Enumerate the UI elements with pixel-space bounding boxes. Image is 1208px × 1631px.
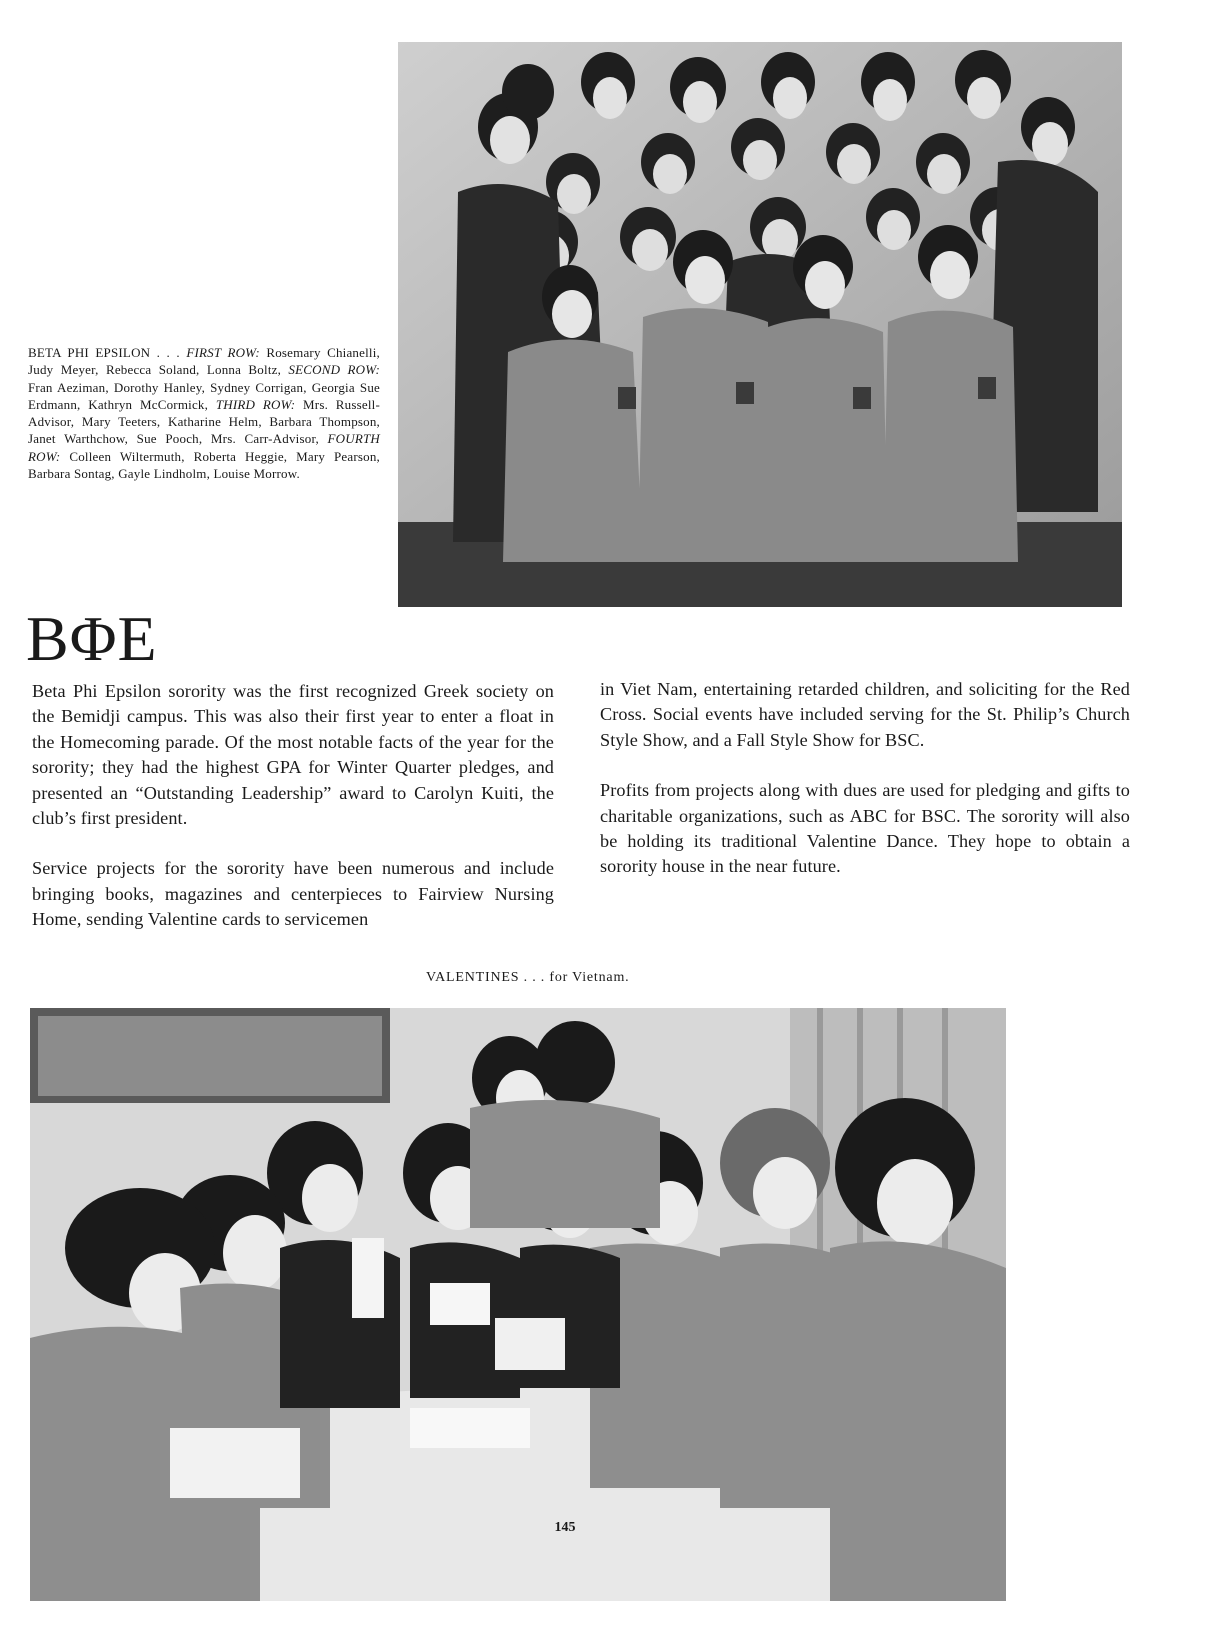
body-paragraph-4: Profits from projects along with dues are used for pledging and gifts to charitable organizations, such as ABC for BSC. The sorority will also be holding its traditional Valentine Dance. They hope to obtain a sorority house in the near future.	[600, 780, 1130, 877]
row2-label: SECOND ROW:	[288, 362, 380, 378]
row4-label: FOURTH ROW:	[28, 431, 380, 464]
row1-names: Rosemary Chianelli, Judy Meyer, Rebecca Soland, Lonna Boltz,	[28, 345, 380, 378]
row3-names: Mrs. Russell-Advisor, Mary Teeters, Katharine Helm, Barbara Thompson, Janet Warthchow, Sue Pooch, Mrs. Carr-Advisor,	[28, 396, 380, 447]
group-photo	[398, 42, 1122, 607]
body-column-right	[600, 677, 1130, 880]
sorority-title: BΦE	[26, 603, 158, 674]
row4-names: Colleen Wiltermuth, Roberta Heggie, Mary Pearson, Barbara Sontag, Gayle Lindholm, Louise Morrow.	[28, 448, 380, 482]
roster-caption	[28, 344, 380, 482]
body-column-left	[32, 679, 554, 933]
row3-label: THIRD ROW:	[215, 396, 296, 412]
body-paragraph-1: Beta Phi Epsilon sorority was the first recognized Greek society on the Bemidji campus. This was also their first year to enter a float in the Homecoming parade. Of the most notable facts of the year for the sorority; they had the highest GPA for Winter Quarter pledges, and presented an “Outstanding Leadership” award to Carolyn Kuiti, the club’s first president.	[32, 681, 554, 829]
row2-names: Fran Aeziman, Dorothy Hanley, Sydney Corrigan, Georgia Sue Erdmann, Kathryn McCormick,	[28, 379, 380, 412]
valentines-photo	[30, 1008, 1006, 1601]
body-paragraph-2: Service projects for the sorority have been numerous and include bringing books, magazines and centerpieces to Fairview Nursing Home, sending Valentine cards to servicemen	[32, 858, 554, 930]
page-number: 145	[554, 1520, 576, 1535]
roster-lead: BETA PHI EPSILON . . .	[28, 345, 187, 360]
row1-label: FIRST ROW:	[186, 345, 260, 360]
photo-caption: VALENTINES . . . for Vietnam.	[426, 970, 630, 985]
body-paragraph-3: in Viet Nam, entertaining retarded children, and soliciting for the Red Cross. Social events have included serving for the St. Philip’s Church Style Show, and a Fall Style Show for BSC.	[600, 679, 1130, 750]
